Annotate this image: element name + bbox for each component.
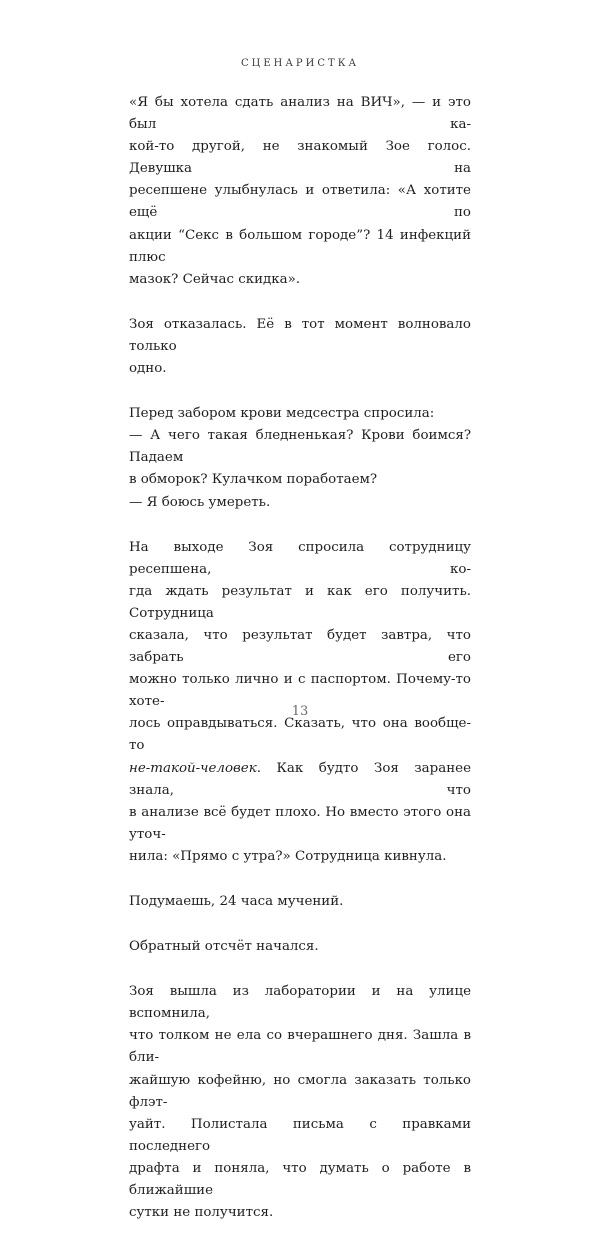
text-line: ресепшене улыбнулась и ответила: «А хотите ещё по	[129, 183, 471, 221]
paragraph	[129, 314, 471, 380]
text-line: — Я боюсь умереть.	[129, 494, 271, 510]
text-line: Зоя вышла из лаборатории и на улице вспомнила,	[129, 984, 471, 1022]
text-line: лось оправдываться. Сказать, что она вообще-то	[129, 716, 471, 754]
text-fragment: . Как будто Зоя заранее знала, что	[129, 760, 471, 798]
paragraph	[129, 403, 471, 513]
running-head: СЦЕНАРИСТКА	[240, 58, 360, 69]
text-line: — А чего такая бледненькая? Крови боимся? Падаем	[129, 428, 471, 466]
text-line: сказала, что результат будет завтра, что забрать его	[129, 627, 471, 666]
text-line: драфта и поняла, что думать о работе в ближайшие	[129, 1160, 471, 1199]
text-line: Подумаешь, 24 часа мучений.	[129, 894, 344, 909]
paragraph	[129, 936, 471, 958]
text-line: акции “Секс в большом городе”? 14 инфекций плюс	[129, 227, 471, 265]
text-line: нила: «Прямо с утра?» Сотрудница кивнула.	[129, 848, 447, 864]
text-line: Перед забором крови медсестра спросила:	[129, 406, 435, 422]
text-line: Обратный отсчёт начался.	[129, 939, 319, 955]
text-line: в обморок? Кулачком поработаем?	[129, 472, 378, 488]
italic-phrase: не-такой-человек	[129, 760, 257, 776]
text-line: одно.	[129, 361, 167, 377]
text-line: уайт. Полистала письма с правками последнего	[129, 1116, 471, 1154]
text-line: На выходе Зоя спросила сотрудницу ресепшена, ко-	[129, 539, 471, 577]
text-line: Зоя отказалась. Её в тот момент волновало только	[129, 316, 471, 354]
text-line: мазок? Сейчас скидка».	[129, 271, 301, 287]
text-line: жайшую кофейню, но смогла заказать только флэт-	[129, 1072, 471, 1110]
text-line: можно только лично и с паспортом. Почему-то хоте-	[129, 672, 471, 710]
text-line: в анализе всё будет плохо. Но вместо этого она уточ-	[129, 804, 471, 842]
text-line-mixed	[129, 758, 471, 802]
text-line: гда ждать результат и как его получить. Сотрудница	[129, 583, 471, 621]
paragraph	[129, 92, 471, 291]
text-line: «Я бы хотела сдать анализ на ВИЧ», — и это был ка-	[129, 95, 471, 133]
paragraph	[129, 537, 471, 868]
body-text	[129, 92, 471, 1247]
paragraph	[129, 981, 471, 1224]
text-line: сутки не получится.	[129, 1205, 274, 1221]
text-line: кой-то другой, не знакомый Зое голос. Девушка на	[129, 139, 471, 177]
text-line: что толком не ела со вчерашнего дня. Зашла в бли-	[129, 1028, 471, 1066]
page-number: 13	[291, 704, 309, 719]
paragraph	[129, 891, 471, 913]
